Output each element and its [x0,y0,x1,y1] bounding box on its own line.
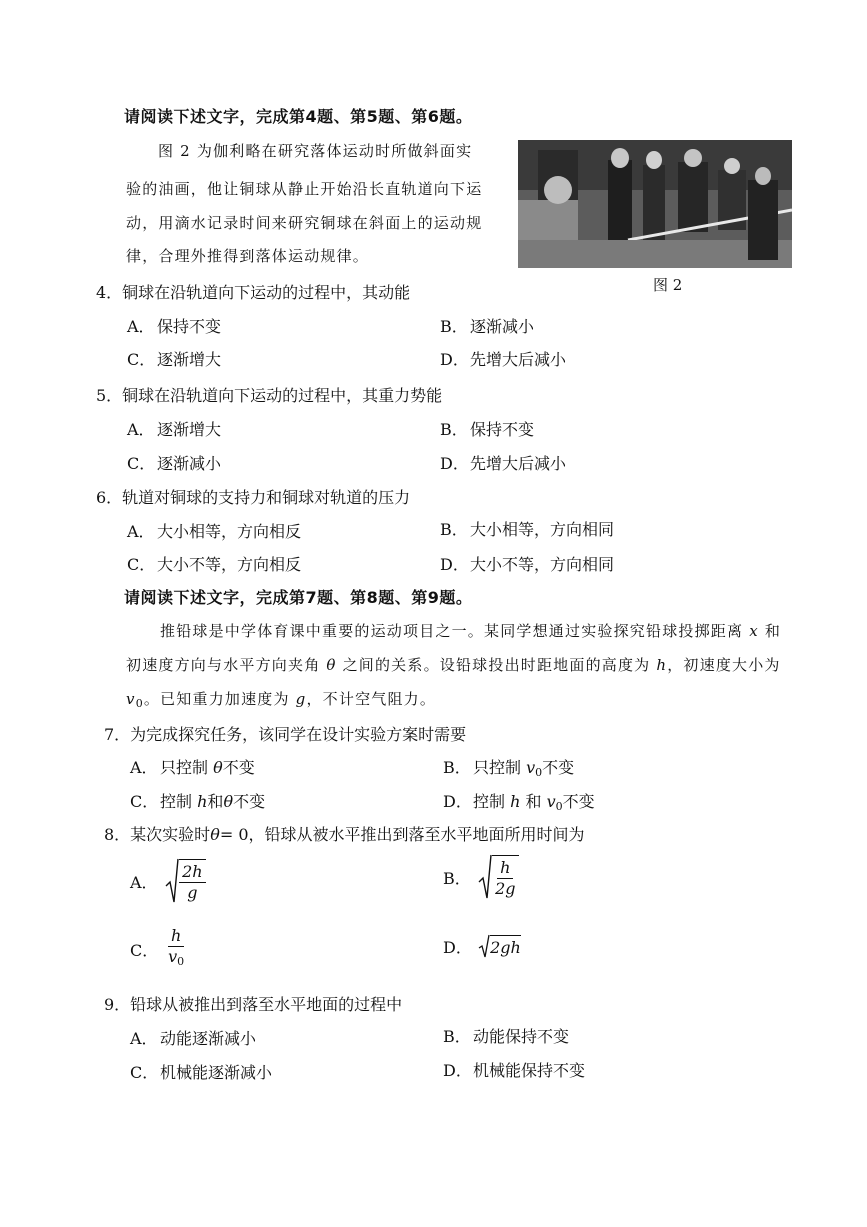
question-8-option-d[interactable] [443,934,521,958]
option-letter: A． [127,522,155,541]
question-5-option-d[interactable] [440,451,566,474]
option-text: 逐渐增大 [157,420,222,439]
denominator: g [187,883,198,902]
var-theta: θ [223,792,234,811]
question-8-option-b[interactable] [443,854,519,900]
var-x: x [749,622,759,640]
question-9-stem: 9．铅球从被推出到落至水平地面的过程中 [104,995,403,1014]
option-text: 和 [525,792,542,811]
option-text: 机械能保持不变 [473,1061,586,1080]
radical-sign-icon [478,854,492,900]
option-text: 大小不等，方向相同 [470,555,615,574]
option-text: 先增大后减小 [470,350,567,369]
subscript: 0 [555,800,563,813]
fraction [179,862,205,903]
equation-text: = 0 [219,825,249,844]
question-8-option-c[interactable] [130,926,187,972]
var-v: v [526,758,536,777]
option-letter: A． [130,872,158,892]
denominator [165,947,187,972]
passage-text: 。已知重力加速度为 [143,690,290,708]
question-4-option-a[interactable] [127,314,221,337]
passage-text: ，不计空气阻力。 [306,690,437,708]
option-letter: A． [130,758,158,777]
option-letter: B． [440,420,468,439]
option-text: 机械能逐渐减小 [160,1063,273,1082]
option-letter: C． [130,792,159,811]
option-text: 逐渐减小 [157,454,222,473]
option-letter: D． [440,350,469,369]
passage-line: 图 2 为伽利略在研究落体运动时所做斜面实 [158,142,473,160]
option-text: 保持不变 [157,317,222,336]
stem-text: 8．某次实验时 [104,825,211,844]
option-letter: C． [127,350,156,369]
passage-text: ，初速度大小为 [667,656,781,674]
option-letter: A． [130,1029,158,1048]
numerator: h [168,926,184,947]
stem-text: ，铅球从被水平推出到落至水平地面所用时间为 [248,825,585,844]
question-6-option-b[interactable] [440,517,614,540]
question-6-option-a[interactable] [127,519,301,542]
question-9-option-b[interactable] [443,1024,569,1047]
radical-sign-icon [165,858,179,904]
option-text: 保持不变 [470,420,535,439]
option-text: 控制 [473,792,506,811]
option-text: 控制 [160,792,193,811]
option-letter: B． [443,1027,471,1046]
option-letter: D． [443,792,472,811]
subscript: 0 [135,697,144,710]
option-text: 动能保持不变 [473,1027,570,1046]
question-7-stem: 7．为完成探究任务，该同学在设计实验方案时需要 [104,725,467,744]
question-5-stem: 5．铜球在沿轨道向下运动的过程中，其重力势能 [96,386,443,405]
sqrt-body [492,855,518,899]
passage-text: 和 [764,622,782,640]
painting-figures [518,140,792,268]
passage-text: 初速度方向与水平方向夹角 [126,656,321,674]
option-text: 大小相等，方向相反 [157,522,302,541]
option-letter: A． [127,317,155,336]
question-4-stem: 4．铜球在沿轨道向下运动的过程中，其动能 [96,283,411,302]
section-heading-1: 请阅读下述文字，完成第4题、第5题、第6题。 [124,107,473,126]
denominator: 2g [495,879,516,898]
var-h: h [656,656,668,674]
question-7-option-c[interactable] [130,789,265,812]
option-text: 逐渐增大 [157,350,222,369]
passage-line [160,620,781,641]
question-9-option-a[interactable] [130,1026,256,1049]
figure-caption: 图 2 [653,276,683,294]
galileo-painting-image [518,140,792,268]
option-letter: B． [440,520,468,539]
option-text: 只控制 [160,758,209,777]
option-text: 动能逐渐减小 [160,1029,257,1048]
section-heading-2: 请阅读下述文字，完成第7题、第8题、第9题。 [124,588,473,607]
option-letter: D． [443,937,472,957]
var-g: g [295,690,307,708]
var-v: v [546,792,556,811]
var-theta: θ [210,825,220,844]
var-theta: θ [326,656,337,674]
question-5-option-b[interactable] [440,417,534,440]
question-4-option-b[interactable] [440,314,534,337]
var-h: h [197,792,208,811]
option-text: 大小相等，方向相同 [470,520,615,539]
passage-line: 验的油画，他让铜球从静止开始沿长直轨道向下运 [126,180,483,198]
question-5-option-a[interactable] [127,417,221,440]
question-5-option-c[interactable] [127,451,221,474]
passage-text: 之间的关系。设铅球投出时距地面的高度为 [342,656,651,674]
question-8-option-a[interactable] [130,858,206,904]
option-letter: C． [127,555,156,574]
question-4-option-c[interactable] [127,347,221,370]
sqrt-body [179,859,205,903]
question-4-option-d[interactable] [440,347,566,370]
option-letter: C． [130,1063,159,1082]
question-6-stem: 6．轨道对铜球的支持力和铜球对轨道的压力 [96,488,411,507]
sqrt-expression [478,854,518,900]
option-text: 不变 [222,758,255,777]
question-7-option-a[interactable] [130,755,255,778]
option-letter: D． [440,555,469,574]
subscript: 0 [177,955,185,968]
numerator: h [497,858,513,879]
option-text: 逐渐减小 [470,317,535,336]
radical-sign-icon [478,934,490,958]
option-text: 不变 [542,758,575,777]
question-6-option-d[interactable] [440,552,614,575]
var-h: h [510,792,521,811]
option-letter: B． [443,868,471,888]
option-text: 只控制 [473,758,522,777]
fraction [492,858,518,899]
var-v: v [168,947,178,966]
sqrt-expression [165,858,205,904]
passage-line: 律，合理外推得到落体运动规律。 [126,247,370,265]
option-text: 不变 [233,792,266,811]
passage-line [126,654,781,675]
option-text: 先增大后减小 [470,454,567,473]
sqrt-expression [478,934,521,958]
var-v: v [126,690,136,708]
fraction [165,926,187,972]
sqrt-body: 2gh [490,935,521,957]
question-8-stem [104,822,585,845]
option-letter: C． [127,454,156,473]
passage-text: 推铅球是中学体育课中重要的运动项目之一。某同学想通过实验探究铅球投掷距离 [160,622,744,640]
subscript: 0 [535,766,543,779]
question-7-option-d[interactable] [443,789,595,813]
option-letter: B． [443,758,471,777]
passage-line [126,688,436,710]
option-letter: A． [127,420,155,439]
question-9-option-c[interactable] [130,1060,272,1083]
question-9-option-d[interactable] [443,1058,585,1081]
option-letter: D． [440,454,469,473]
option-text: 和 [207,792,224,811]
option-text: 不变 [562,792,595,811]
option-text: 大小不等，方向相反 [157,555,302,574]
option-letter: B． [440,317,468,336]
option-letter: D． [443,1061,472,1080]
numerator: 2h [179,862,205,883]
option-letter: C． [130,940,159,960]
question-7-option-b[interactable] [443,755,574,779]
var-theta: θ [213,758,223,777]
passage-line: 动，用滴水记录时间来研究铜球在斜面上的运动规 [126,214,483,232]
question-6-option-c[interactable] [127,552,301,575]
